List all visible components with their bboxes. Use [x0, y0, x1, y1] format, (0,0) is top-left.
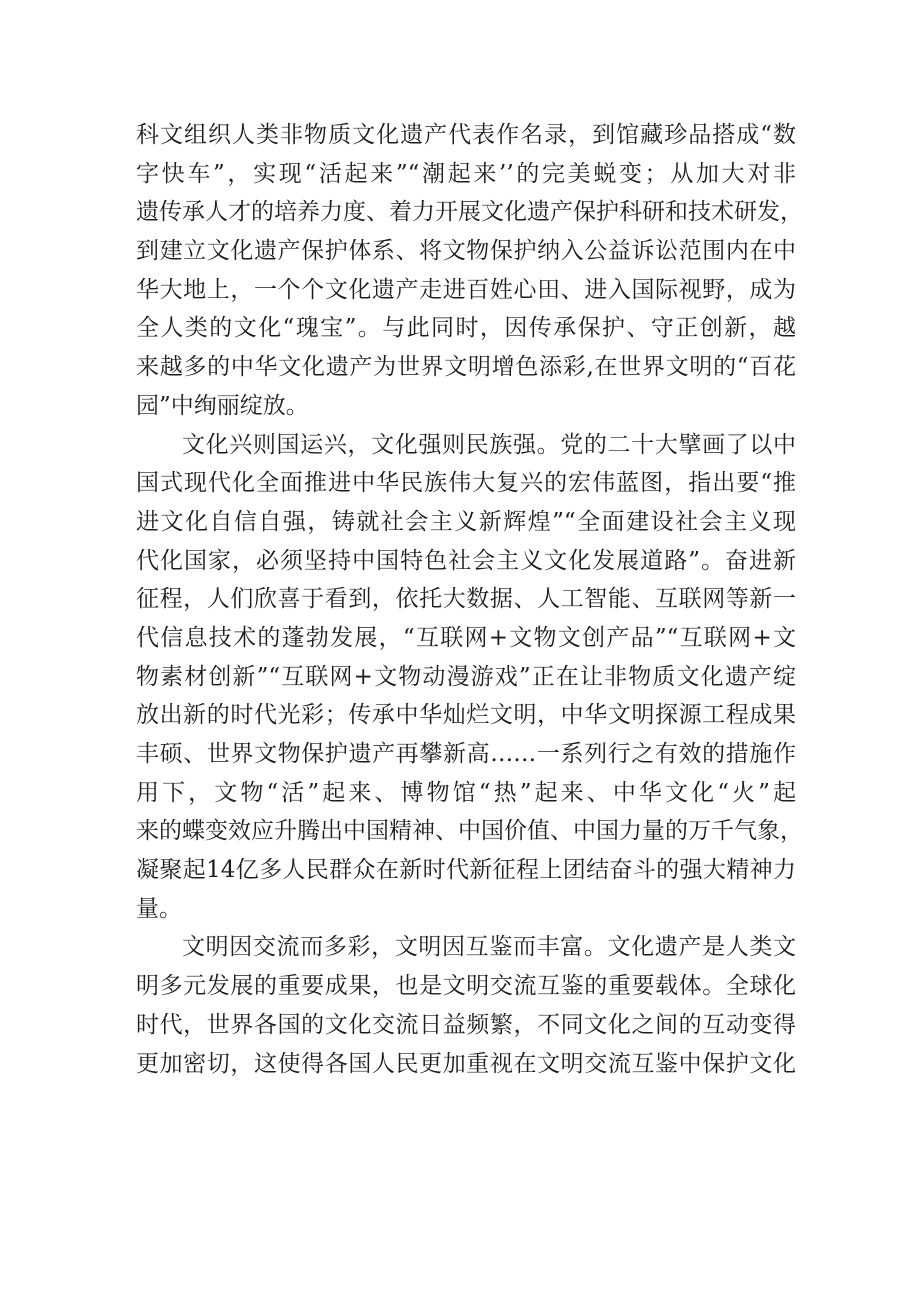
text-line: 凝聚起14亿多人民群众在新时代新征程上团结奋斗的强大精神力 [136, 857, 796, 884]
text-line: 丰硕、世界文物保护遗产再攀新高……一系列行之有效的措施作 [136, 741, 796, 767]
text-line: 代信息技术的蓬勃发展，“互联网+文物文创产品”“互联网+文 [136, 624, 796, 651]
text-line: 到建立文化遗产保护体系、将文物保护纳入公益诉讼范围内在中 [136, 238, 796, 265]
text-line: 放出新的时代光彩；传承中华灿烂文明，中华文明探源工程成果 [136, 702, 796, 729]
text-line: 遗传承人才的培养力度、着力开展文化遗产保护科研和技术研发， [136, 199, 803, 226]
text-line: 全人类的文化“瑰宝”。与此同时，因传承保护、守正创新，越 [136, 315, 796, 342]
text-line: 明多元发展的重要成果，也是文明交流互鉴的重要载体。全球化 [136, 973, 796, 1000]
text-line: 国式现代化全面推进中华民族伟大复兴的宏伟蓝图，指出要“推 [136, 470, 796, 497]
text-line: 来越多的中华文化遗产为世界文明增色添彩,在世界文明的“百花 [136, 354, 796, 381]
text-line: 进文化自信自强，铸就社会主义新辉煌”“全面建设社会主义现 [136, 508, 796, 535]
text-line: 代化国家，必须坚持中国特色社会主义文化发展道路”。奋进新 [136, 547, 796, 574]
text-line: 园”中绚丽绽放。 [136, 392, 309, 419]
text-line: 时代，世界各国的文化交流日益频繁，不同文化之间的互动变得 [136, 1011, 796, 1038]
body-text [136, 116, 803, 1083]
text-line: 征程，人们欣喜于看到，依托大数据、人工智能、互联网等新一 [136, 586, 796, 613]
text-line: 文明因交流而多彩，文明因互鉴而丰富。文化遗产是人类文 [182, 934, 796, 961]
text-line: 物素材创新”“互联网+文物动漫游戏”正在让非物质文化遗产绽 [136, 663, 796, 690]
text-line: 用下，文物“活”起来、博物馆“热”起来、中华文化“火”起 [136, 779, 796, 806]
paragraph-1 [136, 116, 803, 426]
text-line: 量。 [136, 895, 182, 922]
text-line: 更加密切，这使得各国人民更加重视在文明交流互鉴中保护文化 [136, 1050, 796, 1077]
text-line: 文化兴则国运兴，文化强则民族强。党的二十大擘画了以中 [182, 431, 796, 458]
text-line: 来的蝶变效应升腾出中国精神、中国价值、中国力量的万千气象， [136, 818, 803, 845]
text-line: 字快车”，实现“活起来”“潮起来’’的完美蜕变；从加大对非 [136, 160, 796, 187]
text-line: 华大地上，一个个文化遗产走进百姓心田、进入国际视野，成为 [136, 276, 796, 303]
paragraph-3 [136, 928, 796, 1083]
text-line: 科文组织人类非物质文化遗产代表作名录，到馆藏珍品搭成“数 [136, 122, 796, 148]
paragraph-2 [136, 426, 803, 929]
